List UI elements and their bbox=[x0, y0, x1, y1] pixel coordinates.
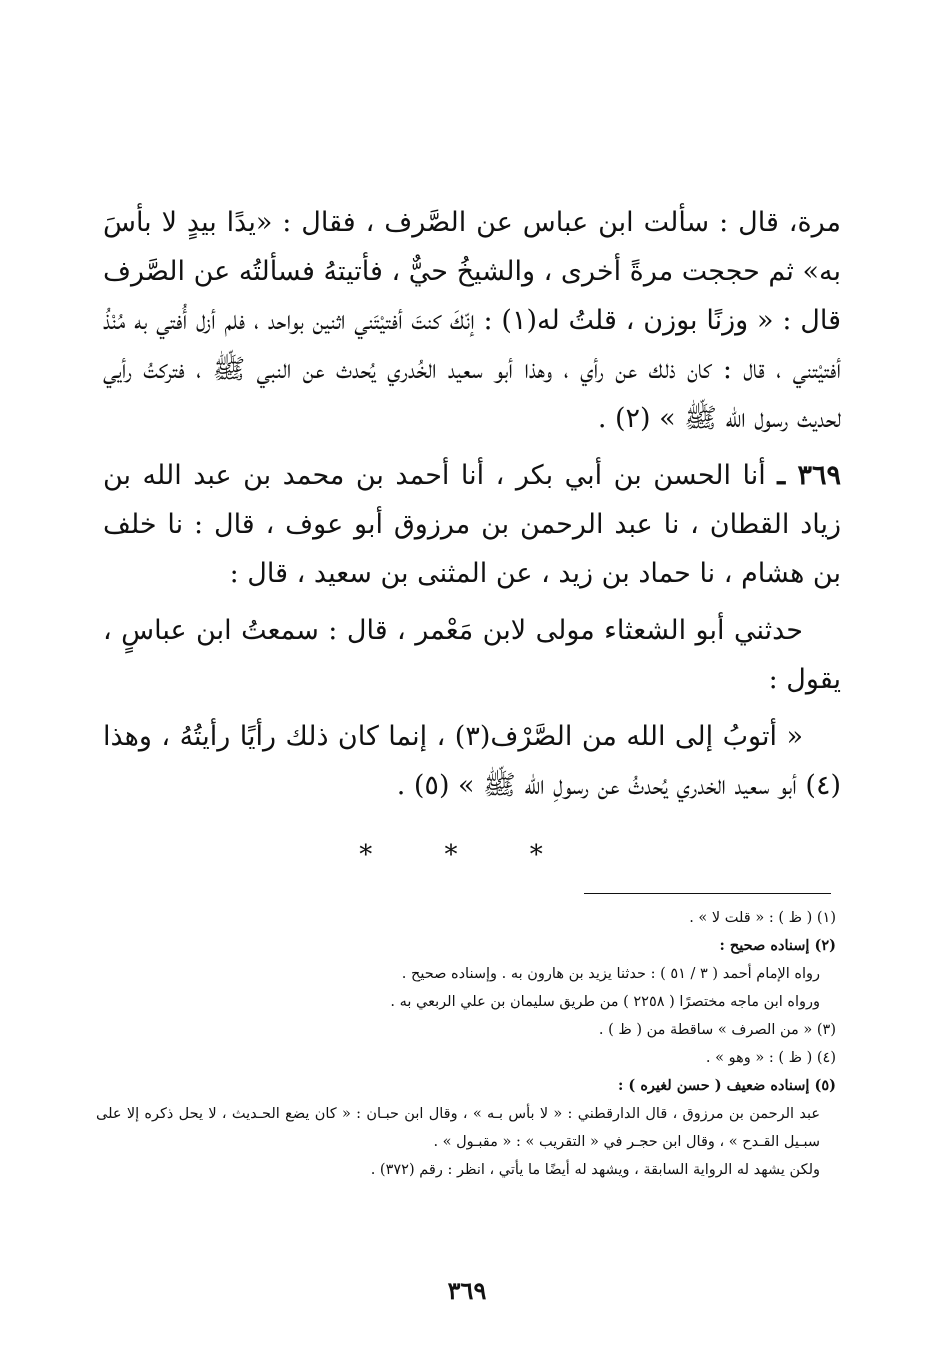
footnote-2-line-1: رواه الإمام أحمد ( ٣ / ٥١ ) : حدثنا يزيد بن هارون به . وإسناده صحيح . bbox=[401, 966, 820, 982]
isnad-text: أنا الحسن بن أبي بكر ، أنا أحمد بن محمد بن عبد الله بن زياد القطان ، نا عبد الرحمن بن مرزوق أبو عوف ، قال : نا خلف بن هشام ، نا حماد بن زيد ، عن المثنى بن سعيد ، قال : bbox=[103, 460, 841, 589]
footnote-2-line-2: ورواه ابن ماجه مختصرًا ( ٢٢٥٨ ) من طريق سليمان بن علي الربعي به . bbox=[390, 994, 820, 1010]
footnote-2-heading: (٢) إسناده صحيح : bbox=[719, 937, 836, 954]
footnote-5-heading: (٥) إسناده ضعيف ( حسن لغيره ) : bbox=[618, 1077, 836, 1094]
footnote-4: (٤) ( ظ ) : « وهو » . bbox=[705, 1050, 836, 1066]
footnote-5-line-2: ولكن يشهد له الرواية السابقة ، ويشهد له أيضًا ما يأتي ، انظر : رقم (٣٧٢) . bbox=[370, 1162, 820, 1178]
main-text bbox=[103, 198, 841, 810]
paragraph-1: مرة، قال : سألت ابن عباس عن الصَّرف ، فقال : «يدًا بيدٍ لا بأسَ به» ثم حججت مرةً أخرى ، والشيخُ حيٌّ ، فأتيتهُ فسألتُه عن الصَّرف قال : « وزنًا بوزن ، قلتُ له(١) : إنّكَ كنتَ أفتيْتَني اثنين بواحد ، فلم أزل أُفتي به مُنْذُ أفتيْتني ، قال : كان ذلك عن رأي ، وهذا أبو سعيد الخُدري يُحدث عن النبي ﷺ ، فتركتُ رأيي لحديث رسول الله ﷺ » (٢) . bbox=[102, 207, 841, 434]
footnote-5-line-1: عبد الرحمن بن مرزوق ، قال الدارقطني : « لا بأس بـه » ، وقال ابن حبـان : « كان يضع الحـديث ، لا يحل ذكره إلا على سبـيل القـدح » ، وقال ابن حجـر في « التقريب » : « مقبـول » . bbox=[96, 1106, 820, 1150]
section-separator: * * * bbox=[359, 840, 575, 870]
page-number: ٣٦٩ bbox=[447, 1276, 487, 1305]
footnote-1: (١) ( ظ ) : « قلت لا » . bbox=[689, 910, 836, 926]
paragraph-4: « أتوبُ إلى الله من الصَّرْف(٣) ، إنما كان ذلك رأيًا رأيتُهُ ، وهذا (٤) أبو سعيد الخدري يُحدثُ عن رسولِ الله ﷺ » (٥) . bbox=[103, 721, 841, 801]
hadith-369-chain bbox=[103, 451, 841, 598]
footnote-divider bbox=[584, 893, 831, 894]
paragraph-3: حدثني أبو الشعثاء مولى لابن مَعْمر ، قال : سمعتُ ابن عباسٍ ، يقول : bbox=[103, 615, 841, 695]
hadith-number: ٣٦٩ ـ bbox=[777, 460, 842, 491]
footnote-3: (٣) « من الصرف » ساقطة من ( ظ ) . bbox=[598, 1022, 836, 1038]
footnotes bbox=[96, 904, 836, 1184]
